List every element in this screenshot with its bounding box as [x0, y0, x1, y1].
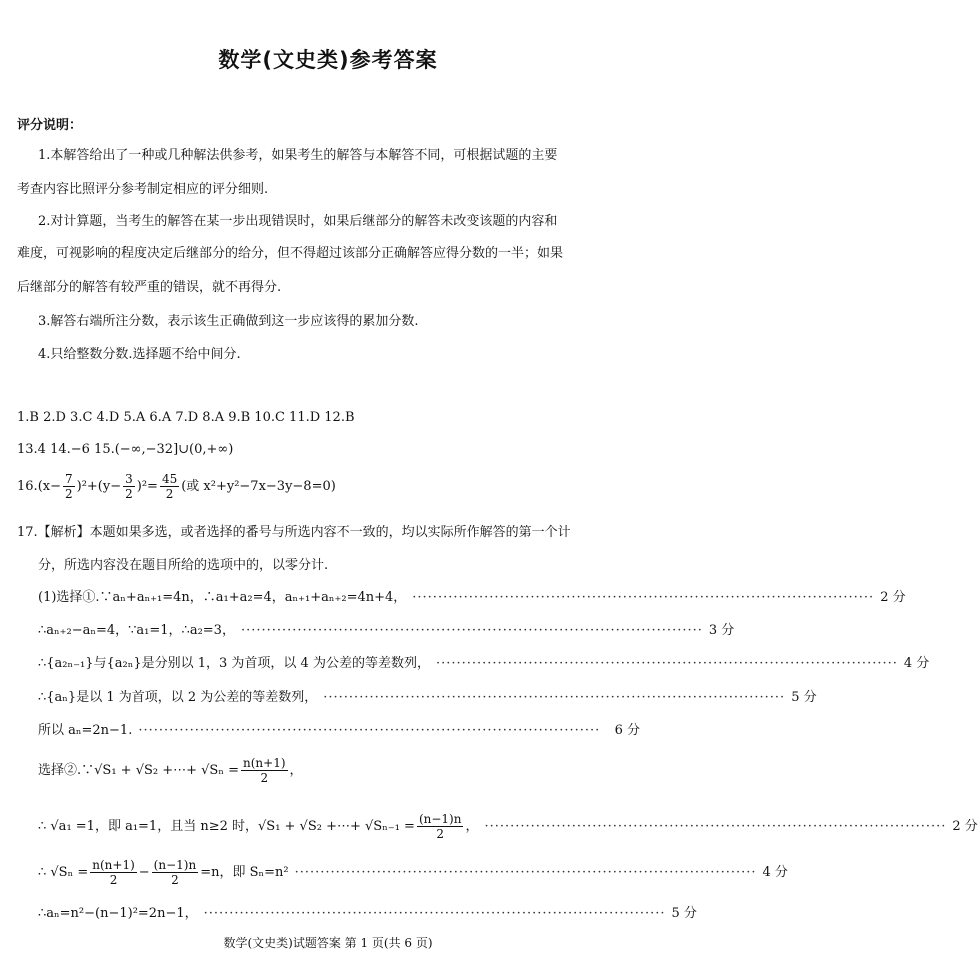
step-score: 5 分 — [671, 906, 697, 921]
step-score: 4 分 — [762, 865, 788, 880]
step-text: (1)选择①.∵aₙ+aₙ₊₁=4n，∴a₁+a₂=4，aₙ₊₁+aₙ₊₂=4n+4， — [38, 590, 407, 605]
step-text: 所以 aₙ=2n−1. — [38, 723, 133, 738]
note-line: 难度，可视影响的程度决定后继部分的给分，但不得超过该部分正确解答应得分数的一半；如果 — [17, 246, 564, 261]
notes-heading: 评分说明： — [17, 118, 83, 133]
note-line: 考查内容比照评分参考制定相应的评分细则. — [17, 182, 269, 197]
solution-step — [38, 588, 906, 608]
option2-sum: √S₁ + √S₂ +⋯+ √Sₙ = — [94, 763, 239, 778]
step-score: 3 分 — [708, 623, 735, 638]
solution-step — [38, 688, 817, 708]
solution-step — [38, 904, 697, 924]
q16-answer — [17, 472, 336, 501]
step-score: 5 分 — [791, 690, 817, 705]
fill-answers: 13.4 14.−6 15.(−∞,−32]∪(0,+∞) — [17, 442, 234, 457]
note-line: 2.对计算题，当考生的解答在某一步出现错误时，如果后继部分的解答未改变该题的内容和 — [38, 214, 558, 229]
solution-step — [38, 812, 978, 842]
choice-answers: 1.B 2.D 3.C 4.D 5.A 6.A 7.D 8.A 9.B 10.C 11.D 12.B — [17, 410, 355, 425]
fraction: $\frac{n(n+1)}{2}$ — [92, 858, 135, 887]
fraction: $\frac{(n-1)n}{2}$ — [153, 858, 197, 887]
q17-intro: 分，所选内容没在题目所给的选项中的，以零分计. — [38, 558, 329, 573]
option2-premise: 选择②.∵√S₁ + √S₂ +⋯+ √Sₙ = $\frac{n(n+1)}{2}$ ， — [38, 756, 303, 785]
q16-number: 16. — [17, 479, 38, 494]
leader-dots: ·························································································· — [294, 865, 757, 880]
leader-dots: ·························································································· — [435, 656, 898, 671]
leader-dots: ·························································································· — [412, 590, 875, 605]
leader-dots: ·························································································· — [203, 906, 666, 921]
solution-step — [38, 654, 930, 674]
page-footer: 数学(文史类)试题答案 第 1 页(共 6 页) — [223, 936, 433, 950]
step-score: 2 分 — [880, 590, 906, 605]
step-part: ∴ √Sₙ = — [38, 865, 89, 880]
option2-label: 选择②.∵ — [38, 763, 95, 778]
note-line: 4.只给整数分数.选择题不给中间分. — [38, 347, 241, 362]
q16-formula: (x− $\frac{7}{2}$ )²+(y− $\frac{3}{2}$ )²= $\frac{45}{2}$ — [37, 472, 178, 501]
q17-intro: 17.【解析】本题如果多选，或者选择的番号与所选内容不一致的，均以实际所作解答的第一个计 — [17, 525, 571, 540]
leader-dots: ·························································································· — [323, 690, 786, 705]
step-text: ∴ √Sₙ = $\frac{n(n+1)}{2}$ − $\frac{(n-1)n}{2}$ =n，即 Sₙ=n² — [38, 858, 289, 887]
step-part: ∴ √a₁ =1，即 a₁=1，且当 n≥2 时，√S₁ + √S₂ +⋯+ √Sₙ₋₁ = — [38, 819, 415, 834]
step-text: ∴{aₙ}是以 1 为首项，以 2 为公差的等差数列， — [38, 690, 318, 705]
step-score: 4 分 — [903, 656, 930, 671]
step-text: ∴{a₂ₙ₋₁}与{a₂ₙ}是分别以 1，3 为首项，以 4 为公差的等差数列， — [38, 656, 430, 671]
solution-step — [38, 858, 788, 888]
note-line: 1.本解答给出了一种或几种解法供参考，如果考生的解答与本解答不同，可根据试题的主要 — [38, 148, 558, 163]
solution-step — [38, 721, 640, 741]
step-score: 2 分 — [952, 819, 978, 834]
leader-dots: ·························································································· — [484, 819, 947, 834]
step-score: 6 分 — [614, 723, 640, 738]
page-title: 数学(文史类)参考答案 — [218, 48, 438, 72]
fraction: $\frac{n(n+1)}{2}$ — [243, 756, 286, 785]
leader-dots: ·························································································· — [240, 623, 703, 638]
note-line: 3.解答右端所注分数，表示该生正确做到这一步应该得的累加分数. — [38, 314, 419, 329]
fraction: $\frac{(n-1)n}{2}$ — [418, 812, 462, 841]
step-text: ∴ √a₁ =1，即 a₁=1，且当 n≥2 时，√S₁ + √S₂ +⋯+ √Sₙ₋₁ = $\frac{(n-1)n}{2}$ ， — [38, 812, 479, 841]
note-line: 后继部分的解答有较严重的错误，就不再得分. — [17, 280, 282, 295]
step-text: ∴aₙ₊₂−aₙ=4，∵a₁=1，∴a₂=3， — [38, 623, 235, 638]
q16-alt: (或 x²+y²−7x−3y−8=0) — [181, 479, 336, 494]
solution-step — [38, 621, 735, 641]
step-part: =n，即 Sₙ=n² — [200, 865, 289, 880]
leader-dots: ·························································································· — [138, 723, 601, 738]
step-text: ∴aₙ=n²−(n−1)²=2n−1， — [38, 906, 198, 921]
